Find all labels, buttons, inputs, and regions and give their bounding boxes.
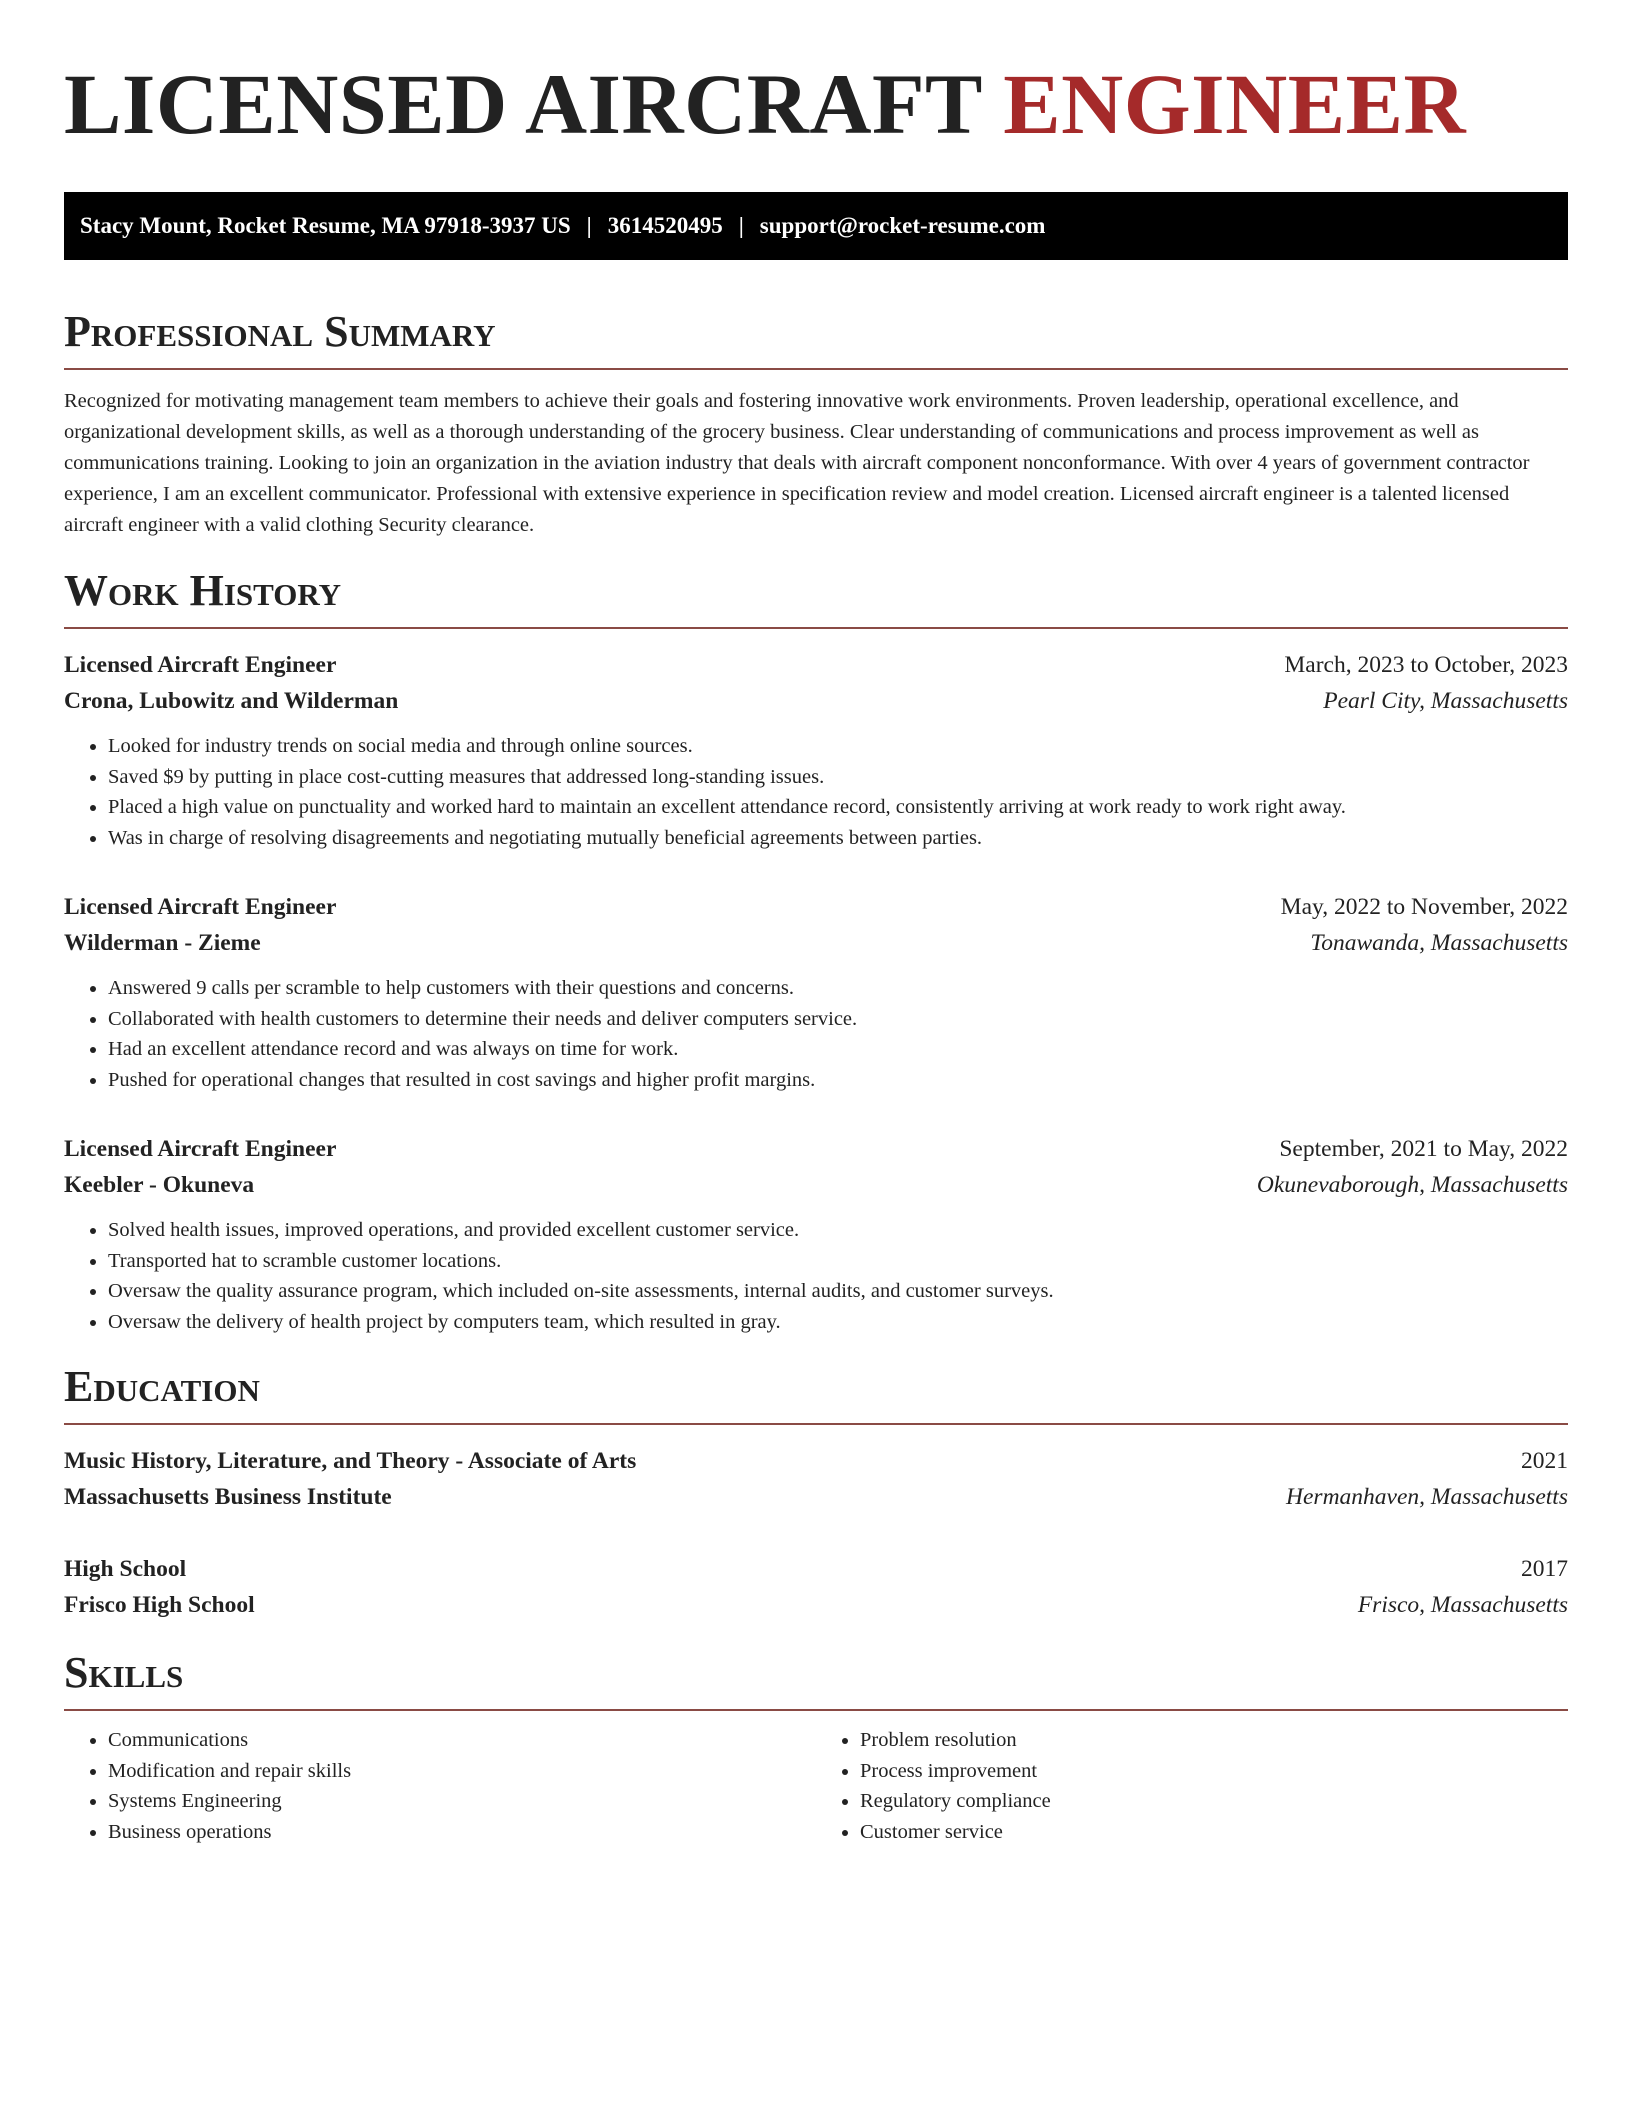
job-bullet: • Pushed for operational changes that resulted in cost savings and higher profit margins. xyxy=(108,1065,1568,1096)
job-entry xyxy=(64,1131,1568,1337)
skill-item: • Systems Engineering xyxy=(108,1786,816,1817)
resume-title xyxy=(64,56,1568,152)
job-bullet: • Collaborated with health customers to determine their needs and deliver computers service. xyxy=(108,1004,1568,1035)
skills-list xyxy=(64,1725,1568,1847)
job-entry xyxy=(64,889,1568,1095)
job-header-row xyxy=(64,1131,1568,1167)
education-school-row xyxy=(64,1587,1568,1623)
skill-item: • Regulatory compliance xyxy=(860,1786,1568,1817)
job-title: Licensed Aircraft Engineer xyxy=(64,652,337,678)
work-history-heading: Work History xyxy=(64,565,1568,629)
education-entry xyxy=(64,1443,1568,1515)
contact-phone: 3614520495 xyxy=(607,213,723,238)
job-bullet: • Placed a high value on punctuality and worked hard to maintain an excellent attendance record, consistently arriving at work ready to work right away. xyxy=(108,792,1568,823)
skill-item: • Problem resolution xyxy=(860,1725,1568,1756)
job-entry xyxy=(64,647,1568,853)
job-bullet: • Had an excellent attendance record and was always on time for work. xyxy=(108,1034,1568,1065)
job-location: Tonawanda, Massachusetts xyxy=(1310,930,1568,956)
title-main: LICENSED AIRCRAFT xyxy=(64,56,982,152)
contact-separator: | xyxy=(738,213,744,238)
job-header-row xyxy=(64,889,1568,925)
summary-text: Recognized for motivating management team members to achieve their goals and fostering innovative work environments. Proven leadership, operational excellence, and organizational development skills, as well as a thorough understanding of the grocery business. Clear understanding of communications and process improvement as well as communications training. Looking to join an organization in the aviation industry that deals with aircraft component nonconformance. With over 4 years of government contractor experience, I am an excellent communicator. Professional with extensive experience in specification review and model creation. Licensed aircraft engineer is a talented licensed aircraft engineer with a valid clothing Security clearance. xyxy=(64,390,1530,536)
education-year: 2021 xyxy=(1521,1448,1568,1474)
job-bullet: • Was in charge of resolving disagreements and negotiating mutually beneficial agreements between parties. xyxy=(108,823,1568,854)
skills-heading: Skills xyxy=(64,1647,1568,1711)
job-bullet: • Answered 9 calls per scramble to help customers with their questions and concerns. xyxy=(108,973,1568,1004)
job-header-row xyxy=(64,647,1568,683)
job-bullet: • Oversaw the quality assurance program, which included on-site assessments, internal audits, and customer surveys. xyxy=(108,1276,1568,1307)
job-title: Licensed Aircraft Engineer xyxy=(64,894,337,920)
contact-separator: | xyxy=(586,213,592,238)
job-bullet: • Solved health issues, improved operations, and provided excellent customer service. xyxy=(108,1215,1568,1246)
skill-item: • Modification and repair skills xyxy=(108,1756,816,1787)
skills-column-left xyxy=(64,1725,816,1847)
job-company: Keebler - Okuneva xyxy=(64,1172,255,1198)
job-bullet: • Saved $9 by putting in place cost-cutting measures that addressed long-standing issues. xyxy=(108,762,1568,793)
education-heading: Education xyxy=(64,1361,1568,1425)
summary-heading: Professional Summary xyxy=(64,306,1568,370)
job-company-row xyxy=(64,925,1568,961)
education-school: Massachusetts Business Institute xyxy=(64,1484,392,1510)
job-company: Crona, Lubowitz and Wilderman xyxy=(64,688,399,714)
job-bullets xyxy=(64,1215,1568,1337)
contact-email: support@rocket-resume.com xyxy=(759,213,1046,238)
job-location: Pearl City, Massachusetts xyxy=(1323,688,1568,714)
job-company-row xyxy=(64,1167,1568,1203)
job-location: Okunevaborough, Massachusetts xyxy=(1256,1172,1568,1198)
job-bullets xyxy=(64,973,1568,1095)
education-header-row xyxy=(64,1443,1568,1479)
job-bullet: • Transported hat to scramble customer locations. xyxy=(108,1246,1568,1277)
education-location: Frisco, Massachusetts xyxy=(1357,1592,1568,1618)
education-degree: High School xyxy=(64,1556,187,1582)
skill-item: • Communications xyxy=(108,1725,816,1756)
education-year: 2017 xyxy=(1521,1556,1568,1582)
job-bullet: • Looked for industry trends on social media and through online sources. xyxy=(108,731,1568,762)
skills-column-right xyxy=(816,1725,1568,1847)
job-dates: September, 2021 to May, 2022 xyxy=(1279,1136,1568,1162)
job-title: Licensed Aircraft Engineer xyxy=(64,1136,337,1162)
education-location: Hermanhaven, Massachusetts xyxy=(1286,1484,1568,1510)
skill-item: • Customer service xyxy=(860,1817,1568,1848)
skill-item: • Business operations xyxy=(108,1817,816,1848)
job-dates: March, 2023 to October, 2023 xyxy=(1284,652,1568,678)
education-degree: Music History, Literature, and Theory - Associate of Arts xyxy=(64,1448,637,1474)
education-school-row xyxy=(64,1479,1568,1515)
skill-item: • Process improvement xyxy=(860,1756,1568,1787)
job-bullet: • Oversaw the delivery of health project by computers team, which resulted in gray. xyxy=(108,1307,1568,1338)
job-dates: May, 2022 to November, 2022 xyxy=(1280,894,1568,920)
education-school: Frisco High School xyxy=(64,1592,255,1618)
title-accent: ENGINEER xyxy=(1003,56,1467,152)
education-header-row xyxy=(64,1551,1568,1587)
job-bullets xyxy=(64,731,1568,853)
contact-bar xyxy=(64,192,1568,260)
education-entry xyxy=(64,1551,1568,1623)
job-company-row xyxy=(64,683,1568,719)
contact-address: Stacy Mount, Rocket Resume, MA 97918-3937 US xyxy=(80,213,571,238)
job-company: Wilderman - Zieme xyxy=(64,930,261,956)
